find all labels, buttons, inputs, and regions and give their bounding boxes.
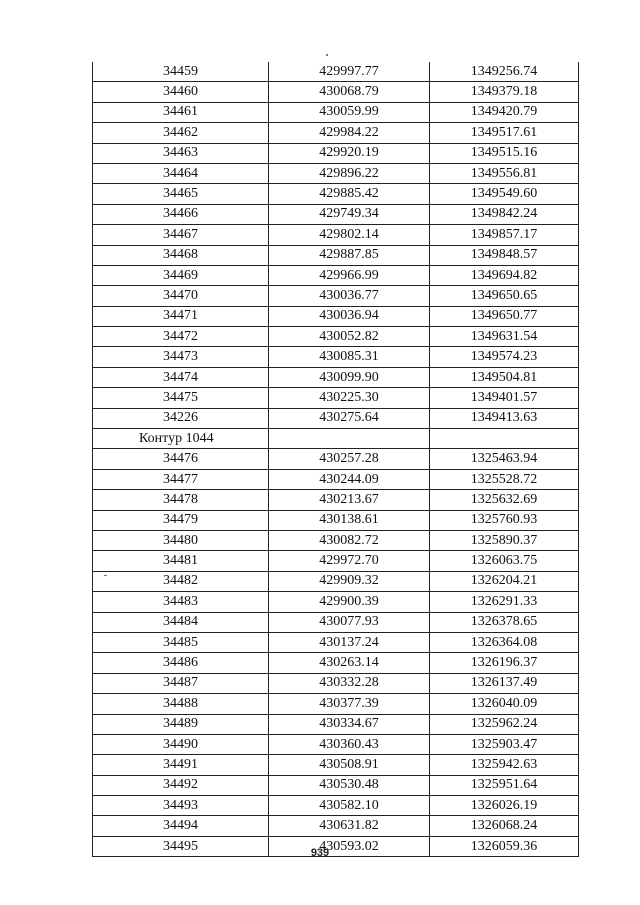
y-coordinate-cell: 1325951.64 (430, 775, 579, 795)
y-coordinate-cell: 1349556.81 (430, 163, 579, 183)
x-coordinate-cell: 429997.77 (269, 62, 430, 82)
y-coordinate-cell: 1326378.65 (430, 612, 579, 632)
x-coordinate-cell: 429900.39 (269, 592, 430, 612)
point-id-cell: 34470 (93, 286, 269, 306)
x-coordinate-cell: 430244.09 (269, 469, 430, 489)
x-coordinate-cell: 430059.99 (269, 102, 430, 122)
table-row (93, 612, 579, 632)
table-row (93, 490, 579, 510)
table-row (93, 510, 579, 530)
y-coordinate-cell: 1349549.60 (430, 184, 579, 204)
table-row (93, 734, 579, 754)
table-row (93, 755, 579, 775)
y-coordinate-cell: 1325528.72 (430, 469, 579, 489)
y-coordinate-cell: 1349256.74 (430, 62, 579, 82)
y-coordinate-cell: 1349401.57 (430, 388, 579, 408)
x-coordinate-cell: 429887.85 (269, 245, 430, 265)
point-id-cell: 34473 (93, 347, 269, 367)
point-id-cell: 34485 (93, 632, 269, 652)
x-coordinate-cell: 430334.67 (269, 714, 430, 734)
coordinates-table-body (93, 62, 579, 857)
table-row (93, 449, 579, 469)
contour-label-row (93, 429, 579, 449)
table-row (93, 184, 579, 204)
x-coordinate-cell: 430275.64 (269, 408, 430, 428)
point-id-cell: 34493 (93, 796, 269, 816)
point-id-cell: 34490 (93, 734, 269, 754)
x-coordinate-cell: 429966.99 (269, 265, 430, 285)
table-row (93, 632, 579, 652)
y-coordinate-cell: 1326364.08 (430, 632, 579, 652)
x-coordinate-cell: 429972.70 (269, 551, 430, 571)
x-coordinate-cell: 429984.22 (269, 123, 430, 143)
point-id-cell: 34482 (93, 571, 269, 591)
page-number: 939 (310, 847, 330, 859)
table-row (93, 714, 579, 734)
y-coordinate-cell: 1325942.63 (430, 755, 579, 775)
x-coordinate-cell: 430257.28 (269, 449, 430, 469)
table-row (93, 225, 579, 245)
y-coordinate-cell: 1349574.23 (430, 347, 579, 367)
x-coordinate-cell: 430082.72 (269, 530, 430, 550)
point-id-cell: 34461 (93, 102, 269, 122)
x-coordinate-cell: 429909.32 (269, 571, 430, 591)
point-id-cell: 34481 (93, 551, 269, 571)
y-coordinate-cell: 1326040.09 (430, 694, 579, 714)
point-id-cell: 34480 (93, 530, 269, 550)
point-id-cell: 34479 (93, 510, 269, 530)
point-id-cell: 34477 (93, 469, 269, 489)
table-row (93, 796, 579, 816)
table-row (93, 245, 579, 265)
y-coordinate-cell: 1325760.93 (430, 510, 579, 530)
scan-dot (326, 54, 328, 56)
y-coordinate-cell: 1326291.33 (430, 592, 579, 612)
table-row (93, 265, 579, 285)
point-id-cell: 34464 (93, 163, 269, 183)
y-coordinate-cell: 1349420.79 (430, 102, 579, 122)
x-coordinate-cell: 430508.91 (269, 755, 430, 775)
x-coordinate-cell: 430582.10 (269, 796, 430, 816)
point-id-cell: 34489 (93, 714, 269, 734)
point-id-cell: 34494 (93, 816, 269, 836)
y-coordinate-cell: 1326026.19 (430, 796, 579, 816)
y-coordinate-cell: 1349504.81 (430, 367, 579, 387)
x-coordinate-cell: 430360.43 (269, 734, 430, 754)
y-coordinate-cell: 1349842.24 (430, 204, 579, 224)
point-id-cell: 34472 (93, 327, 269, 347)
point-id-cell: 34462 (93, 123, 269, 143)
table-row (93, 673, 579, 693)
y-coordinate-cell: 1349650.65 (430, 286, 579, 306)
y-coordinate-cell: 1326137.49 (430, 673, 579, 693)
y-coordinate-cell: 1325890.37 (430, 530, 579, 550)
x-coordinate-cell: 429896.22 (269, 163, 430, 183)
table-row (93, 367, 579, 387)
table-row (93, 571, 579, 591)
table-row (93, 694, 579, 714)
y-coordinate-cell: 1325962.24 (430, 714, 579, 734)
point-id-cell: 34466 (93, 204, 269, 224)
x-coordinate-cell: 429885.42 (269, 184, 430, 204)
x-coordinate-cell: 430036.77 (269, 286, 430, 306)
x-coordinate-cell: 430213.67 (269, 490, 430, 510)
table-row (93, 204, 579, 224)
table-row (93, 388, 579, 408)
x-coordinate-cell: 430068.79 (269, 82, 430, 102)
point-id-cell: 34476 (93, 449, 269, 469)
point-id-cell: 34491 (93, 755, 269, 775)
x-coordinate-cell: 430052.82 (269, 327, 430, 347)
point-id-cell: 34465 (93, 184, 269, 204)
x-coordinate-cell: 429920.19 (269, 143, 430, 163)
empty-cell-x (269, 429, 430, 449)
y-coordinate-cell: 1349694.82 (430, 265, 579, 285)
y-coordinate-cell: 1349379.18 (430, 82, 579, 102)
x-coordinate-cell: 430036.94 (269, 306, 430, 326)
x-coordinate-cell: 430077.93 (269, 612, 430, 632)
table-row (93, 143, 579, 163)
y-coordinate-cell: 1326204.21 (430, 571, 579, 591)
x-coordinate-cell: 430332.28 (269, 673, 430, 693)
point-id-cell: 34468 (93, 245, 269, 265)
x-coordinate-cell: 430137.24 (269, 632, 430, 652)
y-coordinate-cell: 1349413.63 (430, 408, 579, 428)
y-coordinate-cell: 1349517.61 (430, 123, 579, 143)
y-coordinate-cell: 1326063.75 (430, 551, 579, 571)
point-id-cell: 34488 (93, 694, 269, 714)
x-coordinate-cell: 430631.82 (269, 816, 430, 836)
x-coordinate-cell: 430138.61 (269, 510, 430, 530)
table-row (93, 327, 579, 347)
point-id-cell: 34467 (93, 225, 269, 245)
y-coordinate-cell: 1325903.47 (430, 734, 579, 754)
point-id-cell: 34471 (93, 306, 269, 326)
x-coordinate-cell: 429749.34 (269, 204, 430, 224)
point-id-cell: 34478 (93, 490, 269, 510)
table-row (93, 102, 579, 122)
point-id-cell: 34483 (93, 592, 269, 612)
empty-cell-y (430, 429, 579, 449)
y-coordinate-cell: 1349515.16 (430, 143, 579, 163)
x-coordinate-cell: 430593.02 (269, 836, 430, 856)
y-coordinate-cell: 1349848.57 (430, 245, 579, 265)
table-row (93, 62, 579, 82)
y-coordinate-cell: 1325463.94 (430, 449, 579, 469)
x-coordinate-cell: 430225.30 (269, 388, 430, 408)
y-coordinate-cell: 1326068.24 (430, 816, 579, 836)
table-row (93, 163, 579, 183)
table-row (93, 306, 579, 326)
table-row (93, 653, 579, 673)
x-coordinate-cell: 429802.14 (269, 225, 430, 245)
point-id-cell: 34226 (93, 408, 269, 428)
y-coordinate-cell: 1326059.36 (430, 836, 579, 856)
x-coordinate-cell: 430085.31 (269, 347, 430, 367)
point-id-cell: 34484 (93, 612, 269, 632)
y-coordinate-cell: 1349857.17 (430, 225, 579, 245)
point-id-cell: 34474 (93, 367, 269, 387)
point-id-cell: 34475 (93, 388, 269, 408)
table-row (93, 775, 579, 795)
table-row (93, 408, 579, 428)
y-coordinate-cell: 1349650.77 (430, 306, 579, 326)
y-coordinate-cell: 1326196.37 (430, 653, 579, 673)
table-row (93, 592, 579, 612)
y-coordinate-cell: 1325632.69 (430, 490, 579, 510)
contour-label: Контур 1044 (93, 429, 269, 449)
y-coordinate-cell: 1349631.54 (430, 327, 579, 347)
point-id-cell: 34463 (93, 143, 269, 163)
point-id-cell: 34459 (93, 62, 269, 82)
table-row (93, 123, 579, 143)
coordinates-table (92, 62, 579, 857)
table-row (93, 286, 579, 306)
table-row (93, 347, 579, 367)
table-row (93, 530, 579, 550)
table-row (93, 469, 579, 489)
point-id-cell: 34492 (93, 775, 269, 795)
point-id-cell: 34460 (93, 82, 269, 102)
x-coordinate-cell: 430377.39 (269, 694, 430, 714)
point-id-cell: 34486 (93, 653, 269, 673)
table-row (93, 816, 579, 836)
x-coordinate-cell: 430530.48 (269, 775, 430, 795)
point-id-cell: 34487 (93, 673, 269, 693)
point-id-cell: 34469 (93, 265, 269, 285)
point-id-cell: 34495 (93, 836, 269, 856)
table-row (93, 551, 579, 571)
x-coordinate-cell: 430263.14 (269, 653, 430, 673)
x-coordinate-cell: 430099.90 (269, 367, 430, 387)
table-row (93, 82, 579, 102)
